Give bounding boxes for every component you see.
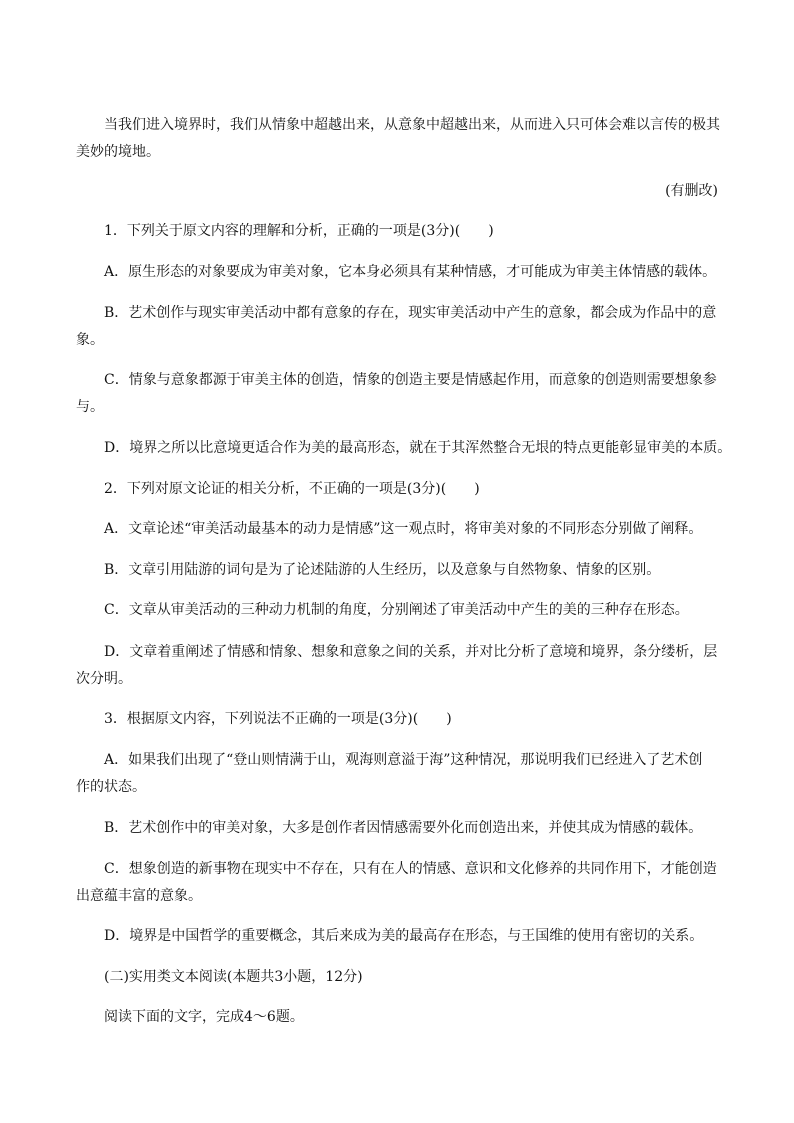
- question-1-option-b-line1: B．艺术创作与现实审美活动中都有意象的存在，现实审美活动中产生的意象，都会成为作品中的意: [104, 305, 717, 321]
- question-2-stem: 2．下列对原文论证的相关分析，不正确的一项是(3分)( ): [104, 481, 480, 497]
- section-instruction: 阅读下面的文字，完成4～6题。: [104, 1009, 304, 1025]
- question-1-stem: 1．下列关于原文内容的理解和分析，正确的一项是(3分)( ): [104, 223, 494, 239]
- question-3-option-d: D．境界是中国哲学的重要概念，其后来成为美的最高存在形态，与王国维的使用有密切的关系。: [104, 928, 704, 944]
- question-2-option-c: C．文章从审美活动的三种动力机制的角度，分别阐述了审美活动中产生的美的三种存在形态。: [104, 602, 689, 618]
- section-heading: (二)实用类文本阅读(本题共3小题，12分): [104, 969, 363, 985]
- question-1-option-c-line1: C．情象与意象都源于审美主体的创造，情象的创造主要是情感起作用，而意象的创造则需要想象参: [104, 372, 717, 388]
- question-2-option-d-line1: D．文章着重阐述了情感和情象、想象和意象之间的关系，并对比分析了意境和境界，条分缕析，层: [104, 644, 718, 660]
- passage-line-1: 当我们进入境界时，我们从情象中超越出来，从意象中超越出来，从而进入只可体会难以言传的极其: [104, 117, 720, 133]
- question-3-option-b: B．艺术创作中的审美对象，大多是创作者因情感需要外化而创造出来，并使其成为情感的载体。: [104, 820, 703, 836]
- question-2-option-d-line2: 次分明。: [76, 671, 132, 687]
- question-3-option-a-line1: A．如果我们出现了“登山则情满于山，观海则意溢于海”这种情况，那说明我们已经进入了艺术创: [104, 752, 703, 768]
- question-3-stem: 3．根据原文内容，下列说法不正确的一项是(3分)( ): [104, 711, 452, 727]
- question-1-option-b-line2: 象。: [76, 332, 104, 348]
- passage-line-2: 美妙的境地。: [76, 144, 160, 160]
- source-note: (有删改): [665, 183, 718, 199]
- question-3-option-a-line2: 作的状态。: [76, 779, 146, 795]
- question-1-option-d: D．境界之所以比意境更适合作为美的最高形态，就在于其浑然整合无垠的特点更能彰显审美的本质。: [104, 440, 732, 456]
- document-page: [76, 0, 732, 1123]
- question-1-option-a: A．原生形态的对象要成为审美对象，它本身必须具有某种情感，才可能成为审美主体情感的载体。: [104, 264, 717, 280]
- question-2-option-b: B．文章引用陆游的词句是为了论述陆游的人生经历，以及意象与自然物象、情象的区别。: [104, 562, 661, 578]
- question-3-option-c-line1: C．想象创造的新事物在现实中不存在，只有在人的情感、意识和文化修养的共同作用下，才能创造: [104, 861, 717, 877]
- question-3-option-c-line2: 出意蕴丰富的意象。: [76, 888, 202, 904]
- question-1-option-c-line2: 与。: [76, 399, 104, 415]
- question-2-option-a: A．文章论述“审美活动最基本的动力是情感”这一观点时，将审美对象的不同形态分别做了阐释。: [104, 521, 703, 537]
